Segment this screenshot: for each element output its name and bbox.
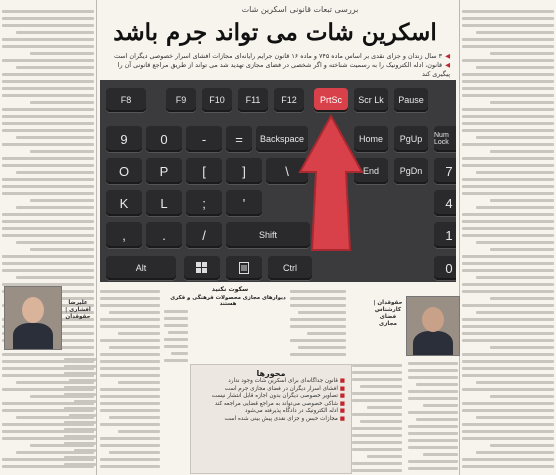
key-alt: Alt — [106, 256, 176, 280]
text-line — [352, 413, 402, 416]
text-line — [30, 52, 94, 55]
text-line — [100, 465, 160, 468]
box-item: ■ مجازات حبس و جزای نقدی پیش بینی شده است — [224, 415, 345, 422]
text-line — [462, 353, 554, 356]
text-line — [2, 108, 94, 111]
text-line — [2, 234, 94, 237]
text-line — [462, 45, 554, 48]
text-line — [100, 304, 160, 307]
text-line — [462, 290, 554, 293]
text-line — [64, 442, 96, 445]
text-line — [462, 143, 554, 146]
text-line — [367, 455, 402, 458]
text-line — [2, 38, 94, 41]
text-line — [64, 435, 96, 438]
bullet-icon: ◀ — [445, 61, 450, 69]
text-line — [64, 428, 96, 431]
text-line — [164, 345, 188, 348]
text-line — [462, 213, 554, 216]
text-line — [462, 87, 554, 90]
text-line — [462, 80, 554, 83]
headline: اسکرین شات می تواند جرم باشد — [113, 19, 437, 46]
text-line — [2, 122, 94, 125]
text-line — [352, 427, 402, 430]
text-line — [16, 66, 94, 69]
article-column — [408, 358, 458, 472]
text-line — [408, 362, 458, 365]
text-line — [164, 359, 188, 362]
text-line — [462, 367, 554, 370]
text-line — [352, 441, 402, 444]
text-line — [476, 171, 554, 174]
bullet-icon: ■ — [337, 408, 345, 414]
text-line — [100, 367, 160, 370]
text-line — [16, 171, 94, 174]
text-line — [462, 192, 554, 195]
text-line — [462, 409, 554, 412]
key-backspace: Backspace — [256, 126, 308, 152]
text-line — [2, 73, 94, 76]
text-line — [490, 248, 554, 251]
text-line — [462, 374, 554, 377]
text-line — [462, 220, 554, 223]
article-column — [352, 360, 402, 472]
key-shift: Shift — [226, 222, 310, 248]
text-line — [462, 24, 554, 27]
text-line — [462, 234, 554, 237]
text-line — [408, 411, 458, 414]
article-column — [100, 286, 160, 472]
text-line — [2, 94, 94, 97]
text-line — [408, 432, 458, 435]
text-line — [118, 430, 160, 433]
lead-line-1: ◀۳ سال زندان و جزای نقدی بر اساس ماده ۷۴۵ و ماده ۱۶ قانون جرایم رایانه‌ای مجازات افشای اسرار خصوصی دیگران است — [113, 52, 450, 60]
text-line — [352, 364, 402, 367]
text-line — [462, 388, 554, 391]
text-line — [476, 136, 554, 139]
text-line — [64, 463, 96, 466]
key-p: P — [146, 158, 182, 184]
key-comma: , — [106, 222, 142, 248]
key-1: 1 — [434, 222, 456, 248]
text-line — [462, 269, 554, 272]
text-line — [290, 297, 346, 300]
text-line — [462, 59, 554, 62]
text-line — [100, 360, 160, 363]
text-line — [290, 318, 346, 321]
text-line — [2, 220, 94, 223]
text-line — [2, 269, 94, 272]
text-line — [2, 157, 94, 160]
text-line — [352, 469, 402, 472]
text-line — [2, 164, 94, 167]
text-line — [16, 31, 94, 34]
text-line — [69, 414, 96, 417]
key-equals: = — [226, 126, 252, 152]
text-line — [360, 385, 403, 388]
author-photo-right — [406, 296, 460, 356]
bullet-icon: ■ — [337, 415, 345, 422]
text-line — [367, 406, 402, 409]
key-bracket-open: [ — [186, 158, 222, 184]
text-line — [100, 409, 160, 412]
text-line — [64, 421, 96, 424]
key-prtsc: PrtSc — [314, 88, 348, 112]
text-line — [69, 379, 96, 382]
text-line — [462, 283, 554, 286]
text-line — [476, 276, 554, 279]
text-line — [490, 346, 554, 349]
article-column — [164, 306, 188, 362]
box-items — [191, 378, 351, 423]
text-line — [408, 425, 458, 428]
text-line — [16, 136, 94, 139]
text-line — [352, 371, 402, 374]
text-line — [164, 324, 188, 327]
text-line — [462, 38, 554, 41]
text-line — [2, 213, 94, 216]
text-line — [2, 115, 94, 118]
bullet-icon: ■ — [337, 378, 345, 384]
text-line — [2, 24, 94, 27]
text-line — [408, 390, 458, 393]
red-arrow-icon — [100, 80, 456, 282]
text-line — [462, 437, 554, 440]
text-line — [416, 418, 459, 421]
lead-paragraph — [100, 52, 450, 79]
text-line — [64, 365, 96, 368]
text-line — [2, 185, 94, 188]
text-line — [2, 10, 94, 13]
key-f9: F9 — [166, 88, 196, 112]
key-end: End — [354, 158, 388, 184]
photo-caption-left: علیرضا افشاری | حقوقدان — [65, 300, 91, 320]
text-line — [100, 444, 160, 447]
text-line — [74, 449, 96, 452]
section-title: سکوت نکنید — [211, 286, 249, 293]
column-divider — [459, 0, 460, 475]
text-line — [2, 59, 94, 62]
text-line — [462, 178, 554, 181]
text-line — [2, 192, 94, 195]
text-line — [64, 393, 96, 396]
article-column — [64, 354, 96, 472]
text-line — [352, 378, 402, 381]
section-subtitle: دیوارهای مجازی محصولات فرهنگی و فکری هستند — [170, 295, 286, 307]
text-line — [462, 423, 554, 426]
text-line — [100, 339, 160, 342]
text-line — [100, 374, 160, 377]
text-line — [462, 73, 554, 76]
text-line — [100, 402, 160, 405]
key-home: Home — [354, 126, 388, 152]
text-line — [490, 297, 554, 300]
text-line — [408, 460, 458, 463]
text-line — [2, 87, 94, 90]
key-backslash: \ — [266, 158, 308, 184]
text-line — [2, 129, 94, 132]
text-line — [476, 206, 554, 209]
key-4: 4 — [434, 190, 456, 216]
text-line — [462, 318, 554, 321]
key-quote: ' — [226, 190, 262, 216]
text-line — [416, 383, 459, 386]
text-line — [462, 122, 554, 125]
text-line — [476, 381, 554, 384]
text-line — [109, 311, 160, 314]
text-line — [2, 178, 94, 181]
key-bracket-close: ] — [226, 158, 262, 184]
text-line — [171, 352, 188, 355]
text-line — [462, 325, 554, 328]
text-line — [74, 400, 96, 403]
text-line — [16, 241, 94, 244]
text-line — [360, 420, 403, 423]
text-line — [462, 185, 554, 188]
text-line — [64, 372, 96, 375]
key-0: 0 — [146, 126, 182, 152]
text-line — [476, 451, 554, 454]
lead-line-2: ◀قانون، ادله الکترونیک را به رسمیت شناخته و اگر شخصی در فضای مجازی تهدید شد می تواند از طریق مراجع قانونی آن را پیگیری کند — [117, 61, 450, 78]
text-line — [408, 439, 458, 442]
text-line — [100, 395, 160, 398]
text-line — [408, 446, 458, 449]
text-line — [100, 423, 160, 426]
text-line — [290, 304, 346, 307]
text-line — [100, 290, 160, 293]
text-line — [290, 353, 346, 356]
bullet-icon: ■ — [337, 393, 345, 399]
key-ctrl: Ctrl — [268, 256, 312, 280]
text-line — [100, 437, 160, 440]
text-line — [118, 381, 160, 384]
text-line — [164, 310, 188, 313]
key-minus: - — [186, 126, 222, 152]
key-num-lock: Num Lock — [434, 126, 456, 152]
text-line — [462, 430, 554, 433]
text-line — [64, 407, 96, 410]
text-line — [2, 143, 94, 146]
key-slash: / — [186, 222, 222, 248]
text-line — [462, 108, 554, 111]
text-line — [64, 386, 96, 389]
text-line — [462, 332, 554, 335]
text-line — [462, 17, 554, 20]
text-line — [462, 227, 554, 230]
text-line — [109, 346, 160, 349]
text-line — [408, 369, 458, 372]
box-item: ■ شاکی خصوصی می‌تواند به مراجع قضایی مراجعه کند — [214, 400, 345, 407]
text-line — [462, 465, 554, 468]
box-title: محورها — [256, 369, 286, 378]
text-line — [490, 52, 554, 55]
text-line — [462, 129, 554, 132]
text-line — [462, 10, 554, 13]
text-line — [462, 164, 554, 167]
text-line — [490, 150, 554, 153]
key-period: . — [146, 222, 182, 248]
text-line — [476, 241, 554, 244]
text-line — [408, 467, 458, 470]
text-line — [408, 397, 458, 400]
author-photo-left — [4, 286, 62, 350]
key-pause: Pause — [394, 88, 428, 112]
key-l: L — [146, 190, 182, 216]
text-line — [462, 255, 554, 258]
text-line — [2, 262, 94, 265]
text-line — [423, 404, 458, 407]
text-line — [476, 66, 554, 69]
text-line — [109, 416, 160, 419]
key-7: 7 — [434, 158, 456, 184]
text-line — [100, 318, 160, 321]
text-line — [2, 45, 94, 48]
text-line — [16, 276, 94, 279]
key-semicolon: ; — [186, 190, 222, 216]
key-f12: F12 — [274, 88, 304, 112]
text-line — [352, 399, 402, 402]
text-line — [2, 17, 94, 20]
box-item: ■ قانون جداگانه‌ای برای اسکرین شات وجود ندارد — [228, 378, 345, 384]
text-line — [352, 392, 402, 395]
text-line — [462, 304, 554, 307]
text-line — [30, 101, 94, 104]
text-line — [2, 80, 94, 83]
text-line — [352, 434, 402, 437]
bullet-icon: ■ — [337, 400, 345, 407]
text-line — [64, 456, 96, 459]
text-line — [462, 94, 554, 97]
key-f8: F8 — [106, 88, 146, 112]
box-item: ■ ادله الکترونیک در دادگاه پذیرفته می‌شود — [244, 408, 345, 414]
text-line — [476, 311, 554, 314]
text-line — [100, 458, 160, 461]
text-line — [423, 453, 458, 456]
text-line — [462, 262, 554, 265]
text-line — [462, 157, 554, 160]
text-line — [298, 311, 346, 314]
key-k: K — [106, 190, 142, 216]
box-item: ■ تصاویر خصوصی دیگران بدون اجازه قابل انتشار نیست — [211, 393, 345, 399]
text-line — [490, 395, 554, 398]
text-line — [476, 31, 554, 34]
text-line — [307, 332, 346, 335]
text-line — [100, 297, 160, 300]
text-line — [298, 346, 346, 349]
key-f11: F11 — [238, 88, 268, 112]
text-line — [100, 325, 160, 328]
key-pgup: PgUp — [394, 126, 428, 152]
text-line — [290, 290, 346, 293]
text-line — [476, 416, 554, 419]
text-line — [100, 353, 160, 356]
text-line — [462, 402, 554, 405]
text-line — [30, 150, 94, 153]
text-line — [462, 115, 554, 118]
article-column — [290, 286, 346, 362]
kicker: بررسی تبعات قانونی اسکرین شات — [241, 5, 359, 14]
text-line — [30, 248, 94, 251]
keyboard-photo — [100, 80, 456, 282]
photo-caption-right: حقوقدان | کارشناس فضای مجازی — [373, 300, 403, 327]
text-line — [118, 332, 160, 335]
key-scroll-lock: Scr Lk — [354, 88, 388, 112]
key-9: 9 — [106, 126, 142, 152]
text-line — [290, 339, 346, 342]
text-line — [408, 376, 458, 379]
key-f10: F10 — [202, 88, 232, 112]
text-line — [109, 451, 160, 454]
text-line — [462, 339, 554, 342]
text-line — [30, 199, 94, 202]
body-text-lines — [462, 0, 554, 468]
text-line — [462, 458, 554, 461]
right-text-column — [462, 0, 554, 475]
text-line — [168, 331, 188, 334]
key-o: O — [106, 158, 142, 184]
text-line — [352, 462, 402, 465]
text-line — [2, 255, 94, 258]
bullet-icon: ■ — [337, 385, 345, 392]
text-line — [16, 206, 94, 209]
text-line — [490, 444, 554, 447]
key-pgdn: PgDn — [394, 158, 428, 184]
key-points-box — [190, 364, 352, 474]
text-line — [64, 358, 96, 361]
key-numpad-0: 0 — [434, 256, 456, 280]
column-divider — [96, 0, 97, 475]
text-line — [490, 199, 554, 202]
text-line — [490, 101, 554, 104]
bullet-icon: ◀ — [445, 52, 450, 60]
text-line — [164, 317, 188, 320]
text-line — [2, 227, 94, 230]
text-line — [290, 325, 346, 328]
box-item: ■ افشای اسرار دیگران در فضای مجازی جرم است — [224, 385, 345, 392]
text-line — [462, 360, 554, 363]
text-line — [100, 388, 160, 391]
text-line — [352, 448, 402, 451]
text-line — [164, 338, 188, 341]
